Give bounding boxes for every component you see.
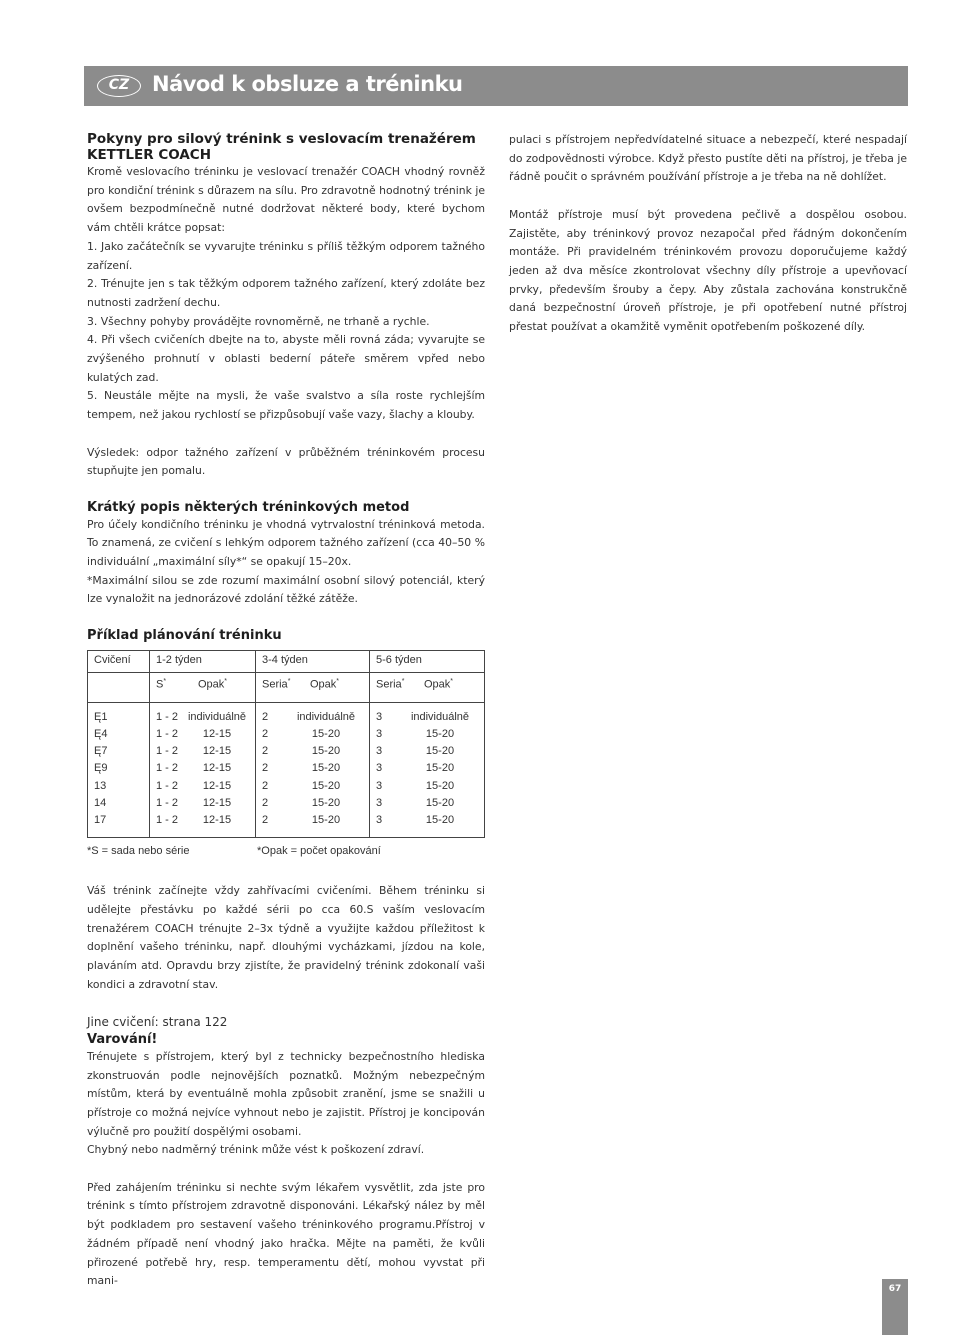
table-cell: 2	[262, 728, 269, 741]
table-cell: 12-15	[202, 779, 232, 792]
table-cell: 15-20	[311, 796, 341, 809]
sub-header-opak: Opak	[424, 678, 451, 691]
table-cell: 2	[262, 814, 269, 827]
table-cell: 1 - 2	[156, 796, 179, 809]
table-cell: 1 - 2	[156, 762, 179, 775]
table-legend	[87, 844, 485, 858]
table-cell: individuálně	[296, 710, 356, 723]
warning-paragraph-4: Montáž přístroje musí být provedena pečlivě a dospělou osobou. Zajistěte, aby tréninkový provoz nezapočal před řádným dokončením montáže. Při pravidelném tréninkovém provozu doporučujeme každý jeden až dva měsíce zkontrolovat všechny díly přístroje a upevňovací prvky, především šrouby a čepy. Aby zůstala zachována konstrukčně daná bezpečnostní úroveň přístroje, je při opotřebení nutné přístroj přestat používat a okamžitě vyměnit opotřebením poškozené díly.	[509, 207, 907, 334]
table-cell: 13	[94, 779, 107, 792]
table-cell: 15-20	[425, 779, 455, 792]
list-item: 2. Trénujte jen s tak těžkým odporem tažného zařízení, který zdoláte bez nutnosti zadržení dechu.	[87, 277, 485, 309]
table-cell: 15-20	[311, 728, 341, 741]
table-cell: 3	[376, 779, 383, 792]
right-column	[509, 131, 907, 337]
table-cell: 1 - 2	[156, 728, 179, 741]
table-cell: Ę9	[94, 762, 108, 775]
max-strength-note: *Maximální silou se zde rozumí maximální osobní silový potenciál, který lze vynaložit na jednorázové zdolání těžké zátěže.	[87, 573, 485, 606]
table-cell: 1 - 2	[156, 779, 179, 792]
table-cell: 12-15	[202, 728, 232, 741]
section-heading-strength	[87, 131, 485, 163]
section-heading-warning: Varování!	[87, 1031, 158, 1047]
table-cell: 15-20	[425, 745, 455, 758]
page-number: 67	[882, 1279, 908, 1335]
table-cell: 15-20	[311, 779, 341, 792]
sub-header-opak: Opak	[310, 678, 337, 691]
sub-header-opak: Opak	[198, 678, 225, 691]
table-cell: 15-20	[311, 814, 341, 827]
table-cell: 12-15	[202, 745, 232, 758]
table-cell: 3	[376, 728, 383, 741]
header-bar	[84, 66, 908, 106]
section-heading-methods: Krátký popis některých tréninkových metod	[87, 499, 410, 515]
week-5-6-column	[370, 702, 485, 837]
section-heading-plan: Příklad plánování tréninku	[87, 627, 282, 643]
table-cell: Ę7	[94, 745, 108, 758]
table-cell: 15-20	[425, 814, 455, 827]
page-title: Návod k obsluze a tréninku	[152, 72, 463, 96]
language-badge: CZ	[97, 75, 141, 97]
table-cell: 15-20	[425, 796, 455, 809]
intro-paragraph: Kromě veslovacího tréninku je veslovací trenažér COACH vhodný rovněž pro kondiční trénink s důrazem na sílu. Pro zdravotně hodnotný trénink je ovšem bezpodmínečně nutné dodržovat některé body, které bychom vám chtěli krátce popsat:	[87, 165, 485, 235]
list-item: 4. Při všech cvičeních dbejte na to, abyste měli rovná záda; vyvarujte se zvýšeného prohnutí v oblasti bederní páteře směrem vpřed nebo kulatých zad.	[87, 333, 485, 384]
table-cell: Ę1	[94, 710, 108, 723]
other-exercises-reference: Jine cvičení: strana 122	[87, 1015, 228, 1030]
list-item: 5. Neustále mějte na mysli, že vaše svalstvo a síla roste rychlejším tempem, než jakou rychlostí se přizpůsobují vaše vazy, šlachy a klouby.	[87, 389, 485, 422]
training-paragraph: Váš trénink začínejte vždy zahřívacími cvičeními. Během tréninku si udělejte přestávku po každé sérii po cca 60.S vaším veslovacím trenažérem COACH trénujte 2–3x týdně a využijte každou příležitost k doplnění vašeho tréninku, např. dlouhými vycházkami, jízdou na kole, plaváním atd. Opravdu brzy zjistíte, že pravidelný trénink zdokonalí vaši kondici a zdravotní stav.	[87, 884, 485, 991]
table-cell: 1 - 2	[156, 814, 179, 827]
table-cell: Ę4	[94, 728, 108, 741]
table-cell: 3	[376, 710, 383, 723]
table-cell: 3	[376, 762, 383, 775]
col-header-week-1-2: 1-2 týden	[150, 650, 256, 672]
week-3-4-column	[256, 702, 370, 837]
result-paragraph: Výsledek: odpor tažného zařízení v průběžném tréninkovém procesu stupňujte jen pomalu.	[87, 445, 485, 478]
table-cell: 3	[376, 814, 383, 827]
table-cell: 12-15	[202, 814, 232, 827]
table-cell: 1 - 2	[156, 710, 179, 723]
col-header-week-5-6: 5-6 týden	[370, 650, 485, 672]
table-cell: 3	[376, 745, 383, 758]
table-cell: 2	[262, 745, 269, 758]
col-header-exercise: Cvičení	[88, 650, 150, 672]
legend-s: *S = sada nebo série	[87, 845, 190, 858]
table-cell: 2	[262, 762, 269, 775]
legend-opak: *Opak = počet opakování	[257, 845, 381, 858]
heading-line-1: Pokyny pro silový trénink s veslovacím trenažérem	[87, 131, 476, 147]
table-cell: 1 - 2	[156, 745, 179, 758]
list-item: 3. Všechny pohyby provádějte rovnoměrně, ne trhaně a rychle.	[87, 314, 430, 328]
table-cell: 3	[376, 796, 383, 809]
table-cell: individuálně	[187, 710, 247, 723]
table-cell: 2	[262, 779, 269, 792]
warning-paragraph-2: Chybný nebo nadměrný trénink může vést k poškození zdraví.	[87, 1143, 425, 1157]
table-cell: 2	[262, 710, 269, 723]
table-cell: 12-15	[202, 762, 232, 775]
exercise-column	[88, 702, 150, 837]
table-cell: 2	[262, 796, 269, 809]
table-cell: 12-15	[202, 796, 232, 809]
table-cell: 15-20	[311, 762, 341, 775]
sub-header-s: S	[156, 678, 164, 691]
table-cell: 14	[94, 796, 107, 809]
heading-line-2: KETTLER COACH	[87, 147, 212, 163]
table-cell: individuálně	[410, 710, 470, 723]
training-plan-table: Cvičení 1-2 týden 3-4 týden 5-6 týden S* Opak* Seria* Opak* Seria* Opak* Ę1 Ę4 Ę7 Ę9 13 14 17 1 - 2 1 - 2 1 - 2 1 - 2 1 - 2 1 - 2 1 - 2 individuálně 12-15 12-15 12-15 12-15 12-15 12-15 2 2 2 2 2 2 2 individuálně 15-20 15-20 15-20 15-20 15-20 15-20 3 3 3 3 3 3 3 individuálně 15-20 15-20 15-20 15-20 15-20 15-20	[87, 650, 485, 838]
table-cell: 15-20	[425, 728, 455, 741]
list-item: 1. Jako začátečník se vyvarujte tréninku s příliš těžkým odporem tažného zařízení.	[87, 239, 485, 272]
sub-header-seria: Seria	[376, 678, 402, 691]
warning-paragraph-3-start: Před zahájením tréninku si nechte svým lékařem vysvětlit, zda jste pro trénink s tímto přístrojem zdravotně disponováni. Lékařský nález by měl být podkladem pro sestavení vašeho tréninkového programu.Přístroj v žádném případě není vhodný jako hračka. Mějte na paměti, že kvůli přirozené potřebě hry, resp. temperamentu dětí, mohou vyvstat při mani-	[87, 1180, 485, 1288]
table-cell: 15-20	[311, 745, 341, 758]
week-1-2-column	[150, 702, 256, 837]
left-column	[87, 131, 485, 1291]
table-cell: 17	[94, 814, 107, 827]
warning-paragraph-1: Trénujete s přístrojem, který byl z technicky bezpečnostního hlediska zkonstruován podle nejnovějších poznatků. Možným nebezpečným místům, která by eventuálně mohla způsobit zranění, jsme se snažili u přístroje co možná nejvíce vyhnout nebo je zajistit. Přístroj je koncipován výlučně pro použití dospělými osobami.	[87, 1049, 485, 1138]
methods-paragraph: Pro účely kondičního tréninku je vhodná vytrvalostní tréninková metoda. To znamená, ze cvičení s lehkým odporem tažného zařízení (cca 40–50 % individuální „maximální síly*“ se opakují 15–20x.	[87, 517, 485, 569]
warning-paragraph-3-cont: pulaci s přístrojem nepředvídatelné situace a nebezpečí, které nespadají do zodpovědnosti výrobce. Když přesto pustíte děti na přístroj, je třeba je řádně poučit o správném používání přístroje a je třeba na ně dohlížet.	[509, 133, 907, 184]
table-cell: 15-20	[425, 762, 455, 775]
sub-header-seria: Seria	[262, 678, 288, 691]
col-header-week-3-4: 3-4 týden	[256, 650, 370, 672]
